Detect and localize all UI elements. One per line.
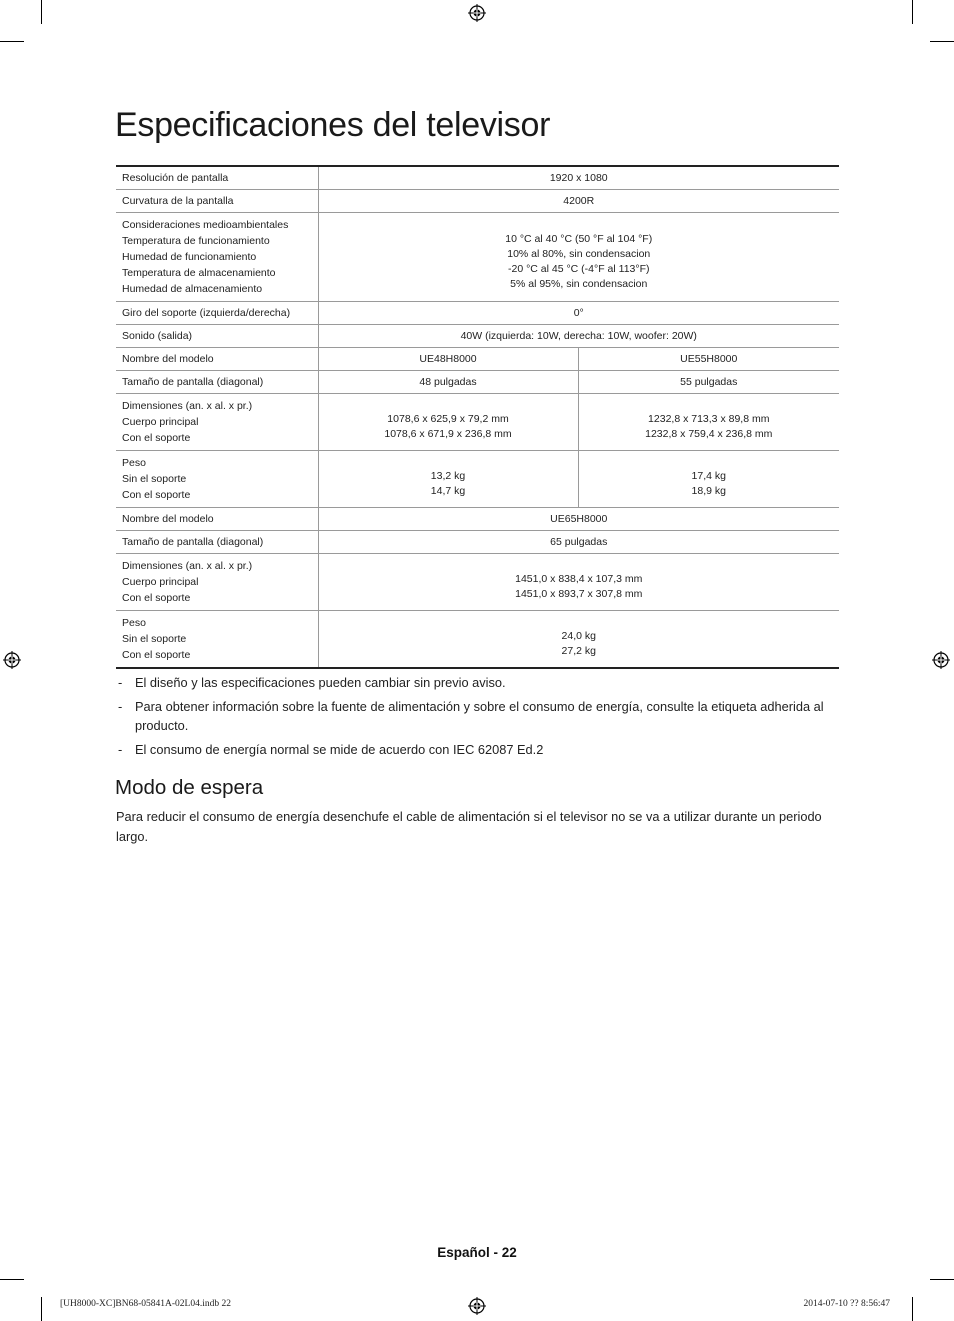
spec-label: Resolución de pantalla xyxy=(116,166,318,190)
table-row xyxy=(116,190,839,213)
spec-label: Nombre del modelo xyxy=(116,508,318,531)
table-row xyxy=(116,451,839,508)
spec-label: Peso Sin el soporte Con el soporte xyxy=(116,451,318,508)
spec-label: Tamaño de pantalla (diagonal) xyxy=(116,531,318,554)
spec-value: 24,0 kg 27,2 kg xyxy=(561,630,596,657)
crop-mark xyxy=(41,0,42,24)
spec-value: 4200R xyxy=(318,190,839,213)
table-row xyxy=(116,371,839,394)
page-title: Especificaciones del televisor xyxy=(115,106,551,144)
spec-label: Dimensiones (an. x al. x pr.) Cuerpo principal Con el soporte xyxy=(116,394,318,451)
crop-mark xyxy=(912,0,913,24)
footer-file-info: [UH8000-XC]BN68-05841A-02L04.indb 22 xyxy=(60,1299,231,1309)
spec-label: Giro del soporte (izquierda/derecha) xyxy=(116,302,318,325)
crop-mark xyxy=(41,1297,42,1321)
spec-label: Dimensiones (an. x al. x pr.) Cuerpo principal Con el soporte xyxy=(116,554,318,611)
spec-value: 10 °C al 40 °C (50 °F al 104 °F) 10% al 80%, sin condensacion -20 °C al 45 °C (-4°F al 113°F) 5% al 95%, sin condensacion xyxy=(318,213,839,302)
spec-value: 1451,0 x 838,4 x 107,3 mm 1451,0 x 893,7 x 307,8 mm xyxy=(318,554,839,611)
bullet-dash: - xyxy=(118,698,123,714)
table-row xyxy=(116,394,839,451)
table-row xyxy=(116,348,839,371)
page-number: Español - 22 xyxy=(437,1245,517,1260)
footer-timestamp: 2014-07-10 ?? 8:56:47 xyxy=(803,1299,890,1309)
note-text: Para obtener información sobre la fuente de alimentación y sobre el consumo de energía, consulte la etiqueta adherida al producto. xyxy=(135,698,824,733)
crosshair-registration-icon xyxy=(3,651,21,669)
spec-value: 65 pulgadas xyxy=(318,531,839,554)
table-row xyxy=(116,302,839,325)
crosshair-registration-icon xyxy=(468,1297,486,1315)
spec-value: 1232,8 x 713,3 x 89,8 mm 1232,8 x 759,4 x 236,8 mm xyxy=(578,394,839,451)
spec-value: 17,4 kg 18,9 kg xyxy=(578,451,839,508)
bullet-dash: - xyxy=(118,741,123,757)
spec-label: Peso Sin el soporte Con el soporte xyxy=(116,611,318,669)
table-row xyxy=(116,508,839,531)
spec-value: 48 pulgadas xyxy=(318,371,578,394)
table-row xyxy=(116,554,839,611)
table-row xyxy=(116,325,839,348)
notes-list xyxy=(116,673,836,763)
spec-label: Nombre del modelo xyxy=(116,348,318,371)
spec-label: Consideraciones medioambientales Temperatura de funcionamiento Humedad de funcionamiento Temperatura de almacenamiento Humedad de almacenamiento xyxy=(116,213,318,302)
list-item xyxy=(116,697,836,736)
spec-value: 13,2 kg 14,7 kg xyxy=(318,451,578,508)
crosshair-registration-icon xyxy=(468,4,486,22)
crop-mark xyxy=(0,41,24,42)
spec-value: 0° xyxy=(318,302,839,325)
list-item xyxy=(116,740,836,760)
spec-label: Curvatura de la pantalla xyxy=(116,190,318,213)
spec-value: 1078,6 x 625,9 x 79,2 mm 1078,6 x 671,9 x 236,8 mm xyxy=(318,394,578,451)
list-item xyxy=(116,673,836,693)
crosshair-registration-icon xyxy=(932,651,950,669)
crop-mark xyxy=(930,1279,954,1280)
spec-label: Tamaño de pantalla (diagonal) xyxy=(116,371,318,394)
spec-value: UE55H8000 xyxy=(578,348,839,371)
note-text: El consumo de energía normal se mide de acuerdo con IEC 62087 Ed.2 xyxy=(135,741,544,757)
table-row xyxy=(116,166,839,190)
crop-mark xyxy=(930,41,954,42)
bullet-dash: - xyxy=(118,675,123,690)
crop-mark xyxy=(912,1297,913,1321)
section-heading: Modo de espera xyxy=(115,776,264,799)
section-body: Para reducir el consumo de energía desenchufe el cable de alimentación si el televisor no se va a utilizar durante un periodo largo. xyxy=(116,809,822,844)
spec-value: 1920 x 1080 xyxy=(318,166,839,190)
crop-mark xyxy=(0,1279,24,1280)
spec-value: UE48H8000 xyxy=(318,348,578,371)
table-row xyxy=(116,213,839,302)
note-text: El diseño y las especificaciones pueden cambiar sin previo aviso. xyxy=(135,675,506,690)
spec-table xyxy=(116,165,839,669)
table-row xyxy=(116,531,839,554)
spec-value: UE65H8000 xyxy=(318,508,839,531)
spec-label: Sonido (salida) xyxy=(116,325,318,348)
spec-value: 40W (izquierda: 10W, derecha: 10W, woofer: 20W) xyxy=(318,325,839,348)
spec-value: 55 pulgadas xyxy=(578,371,839,394)
table-row xyxy=(116,611,839,669)
